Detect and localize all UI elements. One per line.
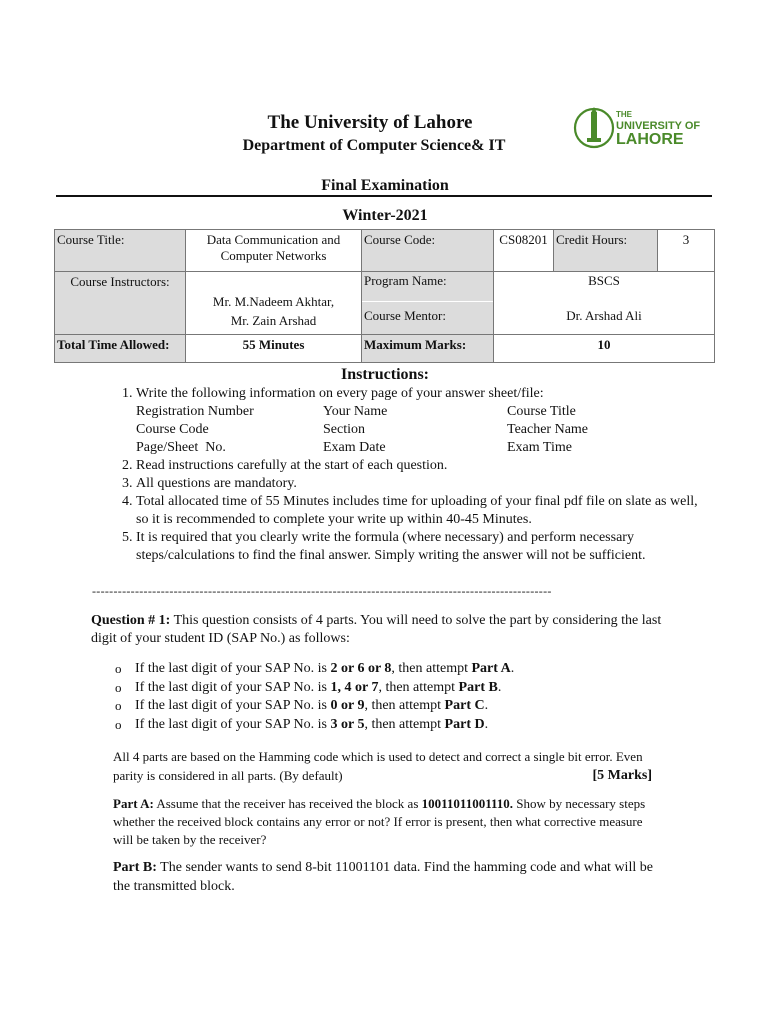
- course-title-label: Course Title:: [55, 230, 186, 272]
- list-item: 4. Total allocated time of 55 Minutes includes time for uploading of your final pdf file on slate as well, so it is recommended to complete your write up within 40-45 Minutes.: [136, 493, 706, 529]
- exam-title: Final Examination: [321, 177, 449, 194]
- section-divider: -----------------------------------------------------------------------------------------------------------: [92, 584, 552, 598]
- max-marks-value: 10: [494, 335, 715, 363]
- part-a: Part A: Assume that the receiver has received the block as 10011011001110. Show by necessary steps whether the received block contains any error or not? If error is present, then what corrective measure will be taken by the receiver?: [113, 796, 646, 847]
- course-code-label: Course Code:: [362, 230, 494, 272]
- info-field: Course Code: [136, 422, 209, 437]
- logo-emblem-icon: [575, 107, 613, 147]
- program-name-label: Program Name:: [362, 272, 493, 302]
- table-row: [55, 335, 715, 363]
- list-item: 3. All questions are mandatory.: [136, 475, 706, 493]
- course-mentor-label: Course Mentor:: [364, 308, 446, 323]
- info-field: Registration Number: [136, 404, 254, 419]
- time-allowed-value: 55 Minutes: [186, 335, 362, 363]
- info-field: Section: [323, 422, 365, 437]
- question-1-label: Question # 1:: [91, 613, 171, 628]
- logo-text-line2: UNIVERSITY OF: [616, 120, 701, 132]
- part-a-label: Part A:: [113, 796, 154, 811]
- course-mentor-value: Dr. Arshad Ali: [566, 308, 642, 323]
- instructions-list: [112, 385, 706, 565]
- credit-hours-label: Credit Hours:: [554, 230, 658, 272]
- info-field: Exam Date: [323, 440, 386, 455]
- logo-text-line1: THE: [616, 110, 632, 119]
- list-item: [136, 385, 706, 457]
- instructions-title: Instructions:: [340, 366, 429, 383]
- program-mentor-values: [494, 272, 715, 335]
- program-mentor-labels: [362, 272, 494, 335]
- department-name: Department of Computer Science& IT: [242, 137, 506, 154]
- table-row: [55, 272, 715, 335]
- instructor-2: Mr. Zain Arshad: [230, 313, 317, 328]
- info-fields-grid: [136, 403, 706, 457]
- course-title-value: Data Communication and Computer Networks: [186, 230, 362, 272]
- question-1-intro: [91, 612, 676, 648]
- list-item: o If the last digit of your SAP No. is 1, 4 or 7, then attempt Part B.: [91, 679, 661, 698]
- list-item: 2. Read instructions carefully at the start of each question.: [136, 457, 706, 475]
- hamming-note-text: All 4 parts are based on the Hamming code which is used to detect and correct a single bit error. Even parity is considered in all parts. (By default): [113, 749, 643, 783]
- list-item: o If the last digit of your SAP No. is 2 or 6 or 8, then attempt Part A.: [91, 660, 661, 679]
- info-field: Teacher Name: [507, 422, 589, 437]
- time-allowed-label: Total Time Allowed:: [55, 335, 186, 363]
- university-name: The University of Lahore: [267, 112, 473, 133]
- info-field: Your Name: [323, 404, 388, 419]
- table-row: [55, 230, 715, 272]
- info-field: Course Title: [507, 404, 576, 419]
- university-logo: [572, 104, 707, 152]
- credit-hours-value: 3: [658, 230, 715, 272]
- instruction-1-text: Write the following information on every page of your answer sheet/file:: [136, 386, 544, 401]
- max-marks-label: Maximum Marks:: [362, 335, 494, 363]
- bullet-icon: o: [115, 698, 122, 713]
- list-item: o If the last digit of your SAP No. is 3 or 5, then attempt Part D.: [91, 716, 661, 735]
- info-field: Exam Time: [507, 440, 572, 455]
- list-item: o If the last digit of your SAP No. is 0 or 9, then attempt Part C.: [91, 697, 661, 716]
- part-b: Part B: The sender wants to send 8-bit 11001101 data. Find the hamming code and what will be the transmitted block.: [113, 860, 653, 894]
- course-code-value: CS08201: [494, 230, 554, 272]
- bullet-icon: o: [115, 716, 122, 732]
- course-info-table: [54, 229, 715, 363]
- info-field: Page/Sheet No.: [136, 440, 226, 455]
- program-name-value: BSCS: [588, 273, 620, 288]
- instructors-value: [186, 272, 362, 335]
- part-a-block: 10011011001110.: [421, 796, 514, 811]
- hamming-note: [113, 747, 658, 785]
- question-marks: [5 Marks]: [592, 768, 652, 783]
- bullet-icon: o: [115, 679, 122, 695]
- instructor-1: Mr. M.Nadeem Akhtar,: [212, 294, 335, 309]
- list-item: 5. It is required that you clearly write the formula (where necessary) and perform necessary steps/calculations to find the final answer. Simply writing the answer will not be sufficient.: [136, 529, 706, 565]
- title-divider: [56, 195, 712, 197]
- part-selection-list: [91, 660, 661, 734]
- question-1-text: This question consists of 4 parts. You will need to solve the part by considering the last digit of your student ID (SAP No.) as follows:: [91, 613, 662, 646]
- instructors-label: Course Instructors:: [55, 272, 186, 335]
- logo-text-line3: LAHORE: [616, 131, 684, 148]
- part-b-label: Part B:: [113, 860, 157, 875]
- bullet-icon: o: [115, 661, 122, 676]
- exam-session: Winter-2021: [342, 207, 428, 224]
